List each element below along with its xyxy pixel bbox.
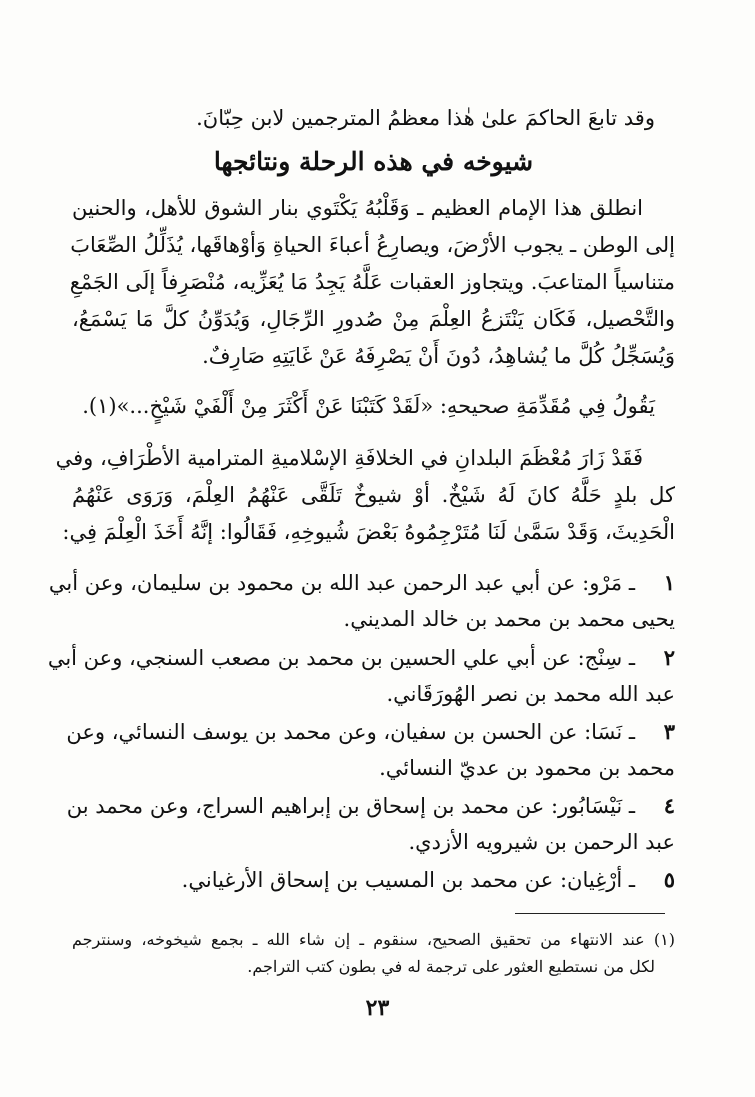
paragraph-line: متناسياً المتاعبَ. ويتجاوز العقبات عَلَّهُ يَجِدُ مَا يُعَزِّيه، مُنْصَرِفاً إلَى الجَمْعِ — [69, 270, 675, 294]
paragraph-line: كل بلدٍ حَلَّهُ كانَ لَهُ شَيْخٌ. أوْ شيوخٌ تَلَقَّى عَنْهُمُ العِلْمَ، وَرَوَى عَنْهُمُ — [72, 483, 675, 507]
footnote-line: لكل من نستطيع العثور على ترجمة له في بطون كتب التراجم. — [247, 957, 655, 976]
paragraph-line: والتَّحْصيل، فَكَان يَنْتَزعُ العِلْمَ مِنْ صُدورِ الرِّجَالِ، وَيُدَوِّنُ كلَّ مَا يَسْمَعُ، — [72, 307, 675, 331]
item-number: ١ — [663, 570, 675, 595]
intro-line: وقد تابعَ الحاكمَ علىٰ هٰذا معظمُ المترجمين لابن حِبّانَ. — [196, 106, 655, 130]
item-number: ٣ — [663, 719, 675, 744]
item-line: عبد الله محمد بن نصر الهُورَقَاني. — [386, 682, 675, 706]
item-number: ٤ — [663, 793, 675, 818]
list-item — [47, 640, 675, 712]
page-number: ٢٣ — [365, 995, 390, 1021]
paragraph-line: الْحَدِيثَ، وَقَدْ سَمَّىٰ لَنَا مُتَرْجِمُوهُ بَعْضَ شُيوخِهِ، فَقَالُوا: إنَّهُ أَخَذَ الْعِلْمَ فِي: — [62, 520, 675, 544]
list-item — [66, 788, 675, 860]
item-line: محمد بن محمود بن عديّ النسائي. — [379, 756, 675, 780]
footnote-line: (١) عند الانتهاء من تحقيق الصحيح، سنقوم ـ إن شاء الله ـ بجمع شيخوخه، وسنترجم — [72, 930, 675, 949]
item-line: ـ أرْغِيان: عن محمد بن المسيب بن إسحاق الأرغياني. — [181, 868, 635, 892]
item-line: ـ سِنْج: عن أبي علي الحسين بن محمد بن مصعب السنجي، وعن أبي — [47, 646, 635, 670]
footnote-divider — [515, 913, 665, 914]
paragraph-line: انطلق هذا الإمام العظيم ـ وَقَلْبُهُ يَكْتَوي بنار الشوق للأهل، والحنين — [72, 196, 643, 220]
item-number: ٥ — [663, 867, 675, 892]
paragraph-line: فَقَدْ زَارَ مُعْظَمَ البلدانِ في الخلافَةِ الإسْلاميةِ المترامية الأطْرَافِ، وفي — [55, 446, 643, 470]
list-item — [66, 714, 675, 786]
quote-line: يَقُولُ فِي مُقَدِّمَةِ صحيحهِ: «لَقَدْ كَتَبْنَا عَنْ أَكْثَرَ مِنْ أَلْفَيْ شَيْخٍ...»(١). — [82, 394, 655, 418]
section-heading: شيوخه في هذه الرحلة ونتائجها — [213, 147, 534, 176]
item-line: ـ نَسَا: عن الحسن بن سفيان، وعن محمد بن يوسف النسائي، وعن — [66, 720, 635, 744]
list-item — [48, 565, 675, 637]
item-line: يحيى محمد بن محمد بن خالد المديني. — [343, 607, 675, 631]
paragraph-line: وَيُسَجِّلُ كُلَّ ما يُشاهِدُ، دُونَ أَنْ يَصْرِفَهُ عَنْ غَايَتِهِ صَارِفٌ. — [202, 344, 675, 368]
item-number: ٢ — [663, 645, 675, 670]
item-line: عبد الرحمن بن شيرويه الأزدي. — [408, 830, 675, 854]
list-item — [72, 862, 675, 898]
paragraph-line: إلى الوطن ـ يجوب الأرْضَ، ويصارِعُ أعباءَ الحياةِ وَأوْهاقَها، يُذَلِّلُ الصِّعَابَ — [70, 233, 675, 257]
item-line: ـ نَيْسَابُور: عن محمد بن إسحاق بن إبراهيم السراج، وعن محمد بن — [66, 794, 635, 818]
item-line: ـ مَرْو: عن أبي عبد الرحمن عبد الله بن محمود بن سليمان، وعن أبي — [48, 571, 635, 595]
